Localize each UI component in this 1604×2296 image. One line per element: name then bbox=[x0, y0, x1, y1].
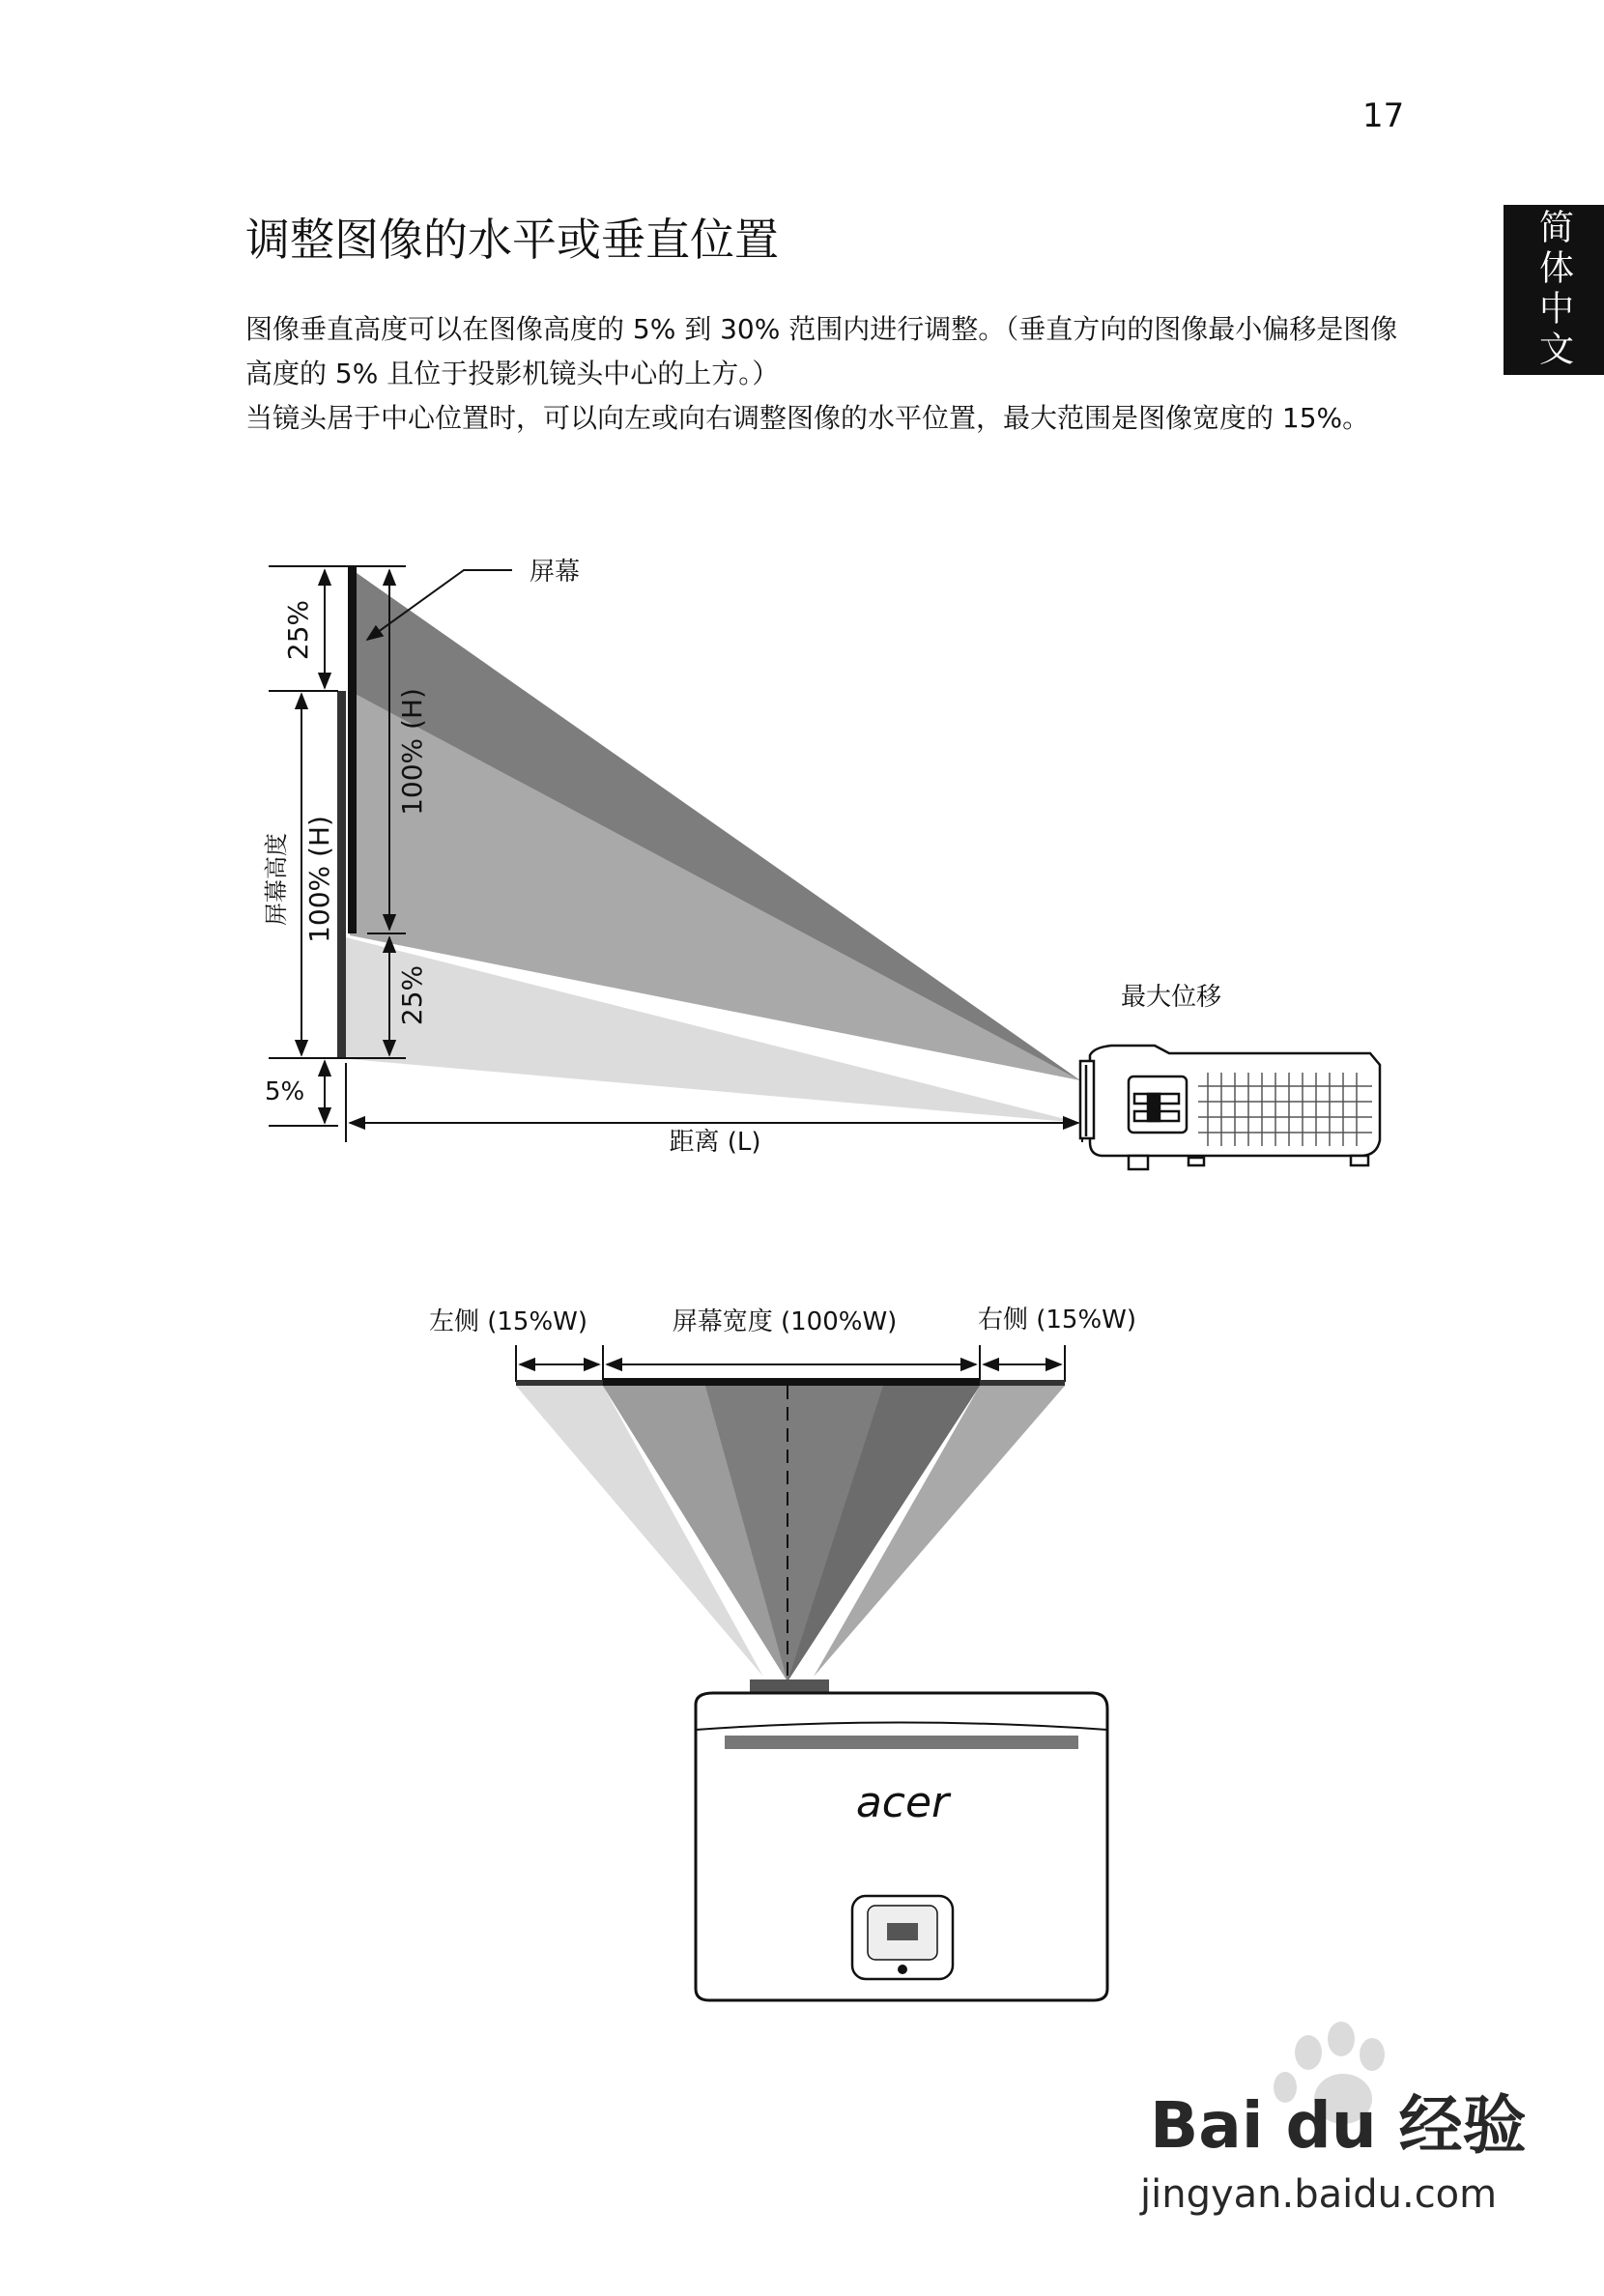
max-shift-label: 最大位移 bbox=[1121, 983, 1222, 1012]
section-title: 调整图像的水平或垂直位置 bbox=[245, 214, 779, 266]
watermark-brand: Bai du 经验 bbox=[1150, 2088, 1527, 2163]
distance-label: 距离 (L) bbox=[669, 1128, 761, 1157]
screen-bar-left bbox=[516, 1380, 603, 1386]
left-side-label: 左侧 (15%W) bbox=[428, 1307, 588, 1336]
baidu-watermark bbox=[1139, 2022, 1527, 2217]
screen-height-value: 100% (H) bbox=[303, 816, 335, 943]
screen-bar-center bbox=[603, 1378, 980, 1386]
projector-logo: acer bbox=[855, 1778, 950, 1827]
image-height-label: 100% (H) bbox=[396, 688, 428, 816]
horizontal-shift-diagram bbox=[429, 1306, 1136, 2000]
screen-height-title: 屏幕高度 bbox=[263, 833, 290, 926]
projector-side-view bbox=[1080, 1046, 1380, 1169]
right-side-label: 右侧 (15%W) bbox=[977, 1306, 1137, 1335]
watermark-url: jingyan.baidu.com bbox=[1140, 2172, 1498, 2217]
paragraph-horizontal: 当镜头居于中心位置时，可以向左或向右调整图像的水平位置，最大范围是图像宽度的 15%。 bbox=[245, 402, 1370, 434]
top-margin-label: 25% bbox=[282, 599, 314, 661]
screen-lower bbox=[337, 691, 346, 1058]
screen-label: 屏幕 bbox=[530, 558, 581, 587]
paragraph-vertical: 图像垂直高度可以在图像高度的 5% 到 30% 范围内进行调整。（垂直方向的图像最小偏移是图像高度的 5% 且位于投影机镜头中心的上方。） bbox=[245, 313, 1398, 389]
page-number: 17 bbox=[1362, 97, 1405, 135]
screen-upper bbox=[348, 566, 357, 933]
vertical-shift-diagram bbox=[263, 558, 1380, 1169]
screen-width-label: 屏幕宽度 (100%W) bbox=[672, 1307, 898, 1336]
screen-bar-right bbox=[980, 1380, 1065, 1386]
bottom-margin-label: 25% bbox=[396, 964, 428, 1026]
projector-top-view bbox=[696, 1679, 1107, 2000]
language-tab-label: 简体中文 bbox=[1533, 209, 1574, 371]
offset-label: 5% bbox=[265, 1077, 305, 1106]
